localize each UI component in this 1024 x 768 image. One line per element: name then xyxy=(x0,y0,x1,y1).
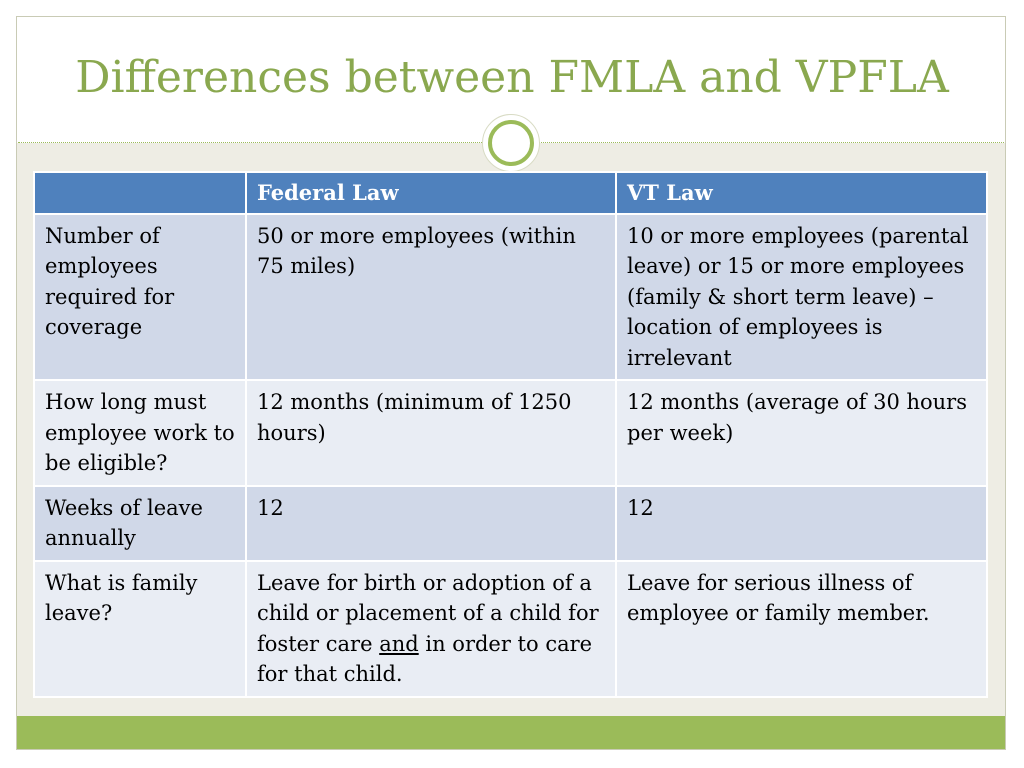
divider-ornament-ring xyxy=(488,120,534,166)
federal-cell: 50 or more employees (within 75 miles) xyxy=(246,214,616,381)
vt-cell: 12 xyxy=(616,486,987,561)
federal-text-end: in order to care for that child. xyxy=(257,631,593,686)
slide-title: Differences between FMLA and VPFLA xyxy=(75,52,949,103)
table-header-row xyxy=(34,172,987,214)
federal-cell: 12 xyxy=(246,486,616,561)
bottom-accent-bar xyxy=(17,716,1005,749)
vt-cell: 10 or more employees (parental leave) or 15 or more employees (family & short term leave) – location of employees is irrelevant xyxy=(616,214,987,381)
table-row xyxy=(34,380,987,486)
table-row xyxy=(34,561,987,697)
topic-cell: Weeks of leave annually xyxy=(34,486,246,561)
topic-cell: What is family leave? xyxy=(34,561,246,697)
vt-cell: Leave for serious illness of employee or family member. xyxy=(616,561,987,697)
table-row xyxy=(34,486,987,561)
topic-cell: Number of employees required for coverage xyxy=(34,214,246,381)
federal-cell xyxy=(246,561,616,697)
header-cell-topic xyxy=(34,172,246,214)
header-cell-federal-law: Federal Law xyxy=(246,172,616,214)
comparison-table xyxy=(33,171,988,698)
header-cell-vt-law: VT Law xyxy=(616,172,987,214)
topic-cell: How long must employee work to be eligible? xyxy=(34,380,246,486)
vt-cell: 12 months (average of 30 hours per week) xyxy=(616,380,987,486)
federal-cell: 12 months (minimum of 1250 hours) xyxy=(246,380,616,486)
table-row xyxy=(34,214,987,381)
federal-text-emphasis: and xyxy=(379,631,419,656)
federal-text-start: Leave for birth or adoption of a child or placement of a child for foster care xyxy=(257,570,599,656)
